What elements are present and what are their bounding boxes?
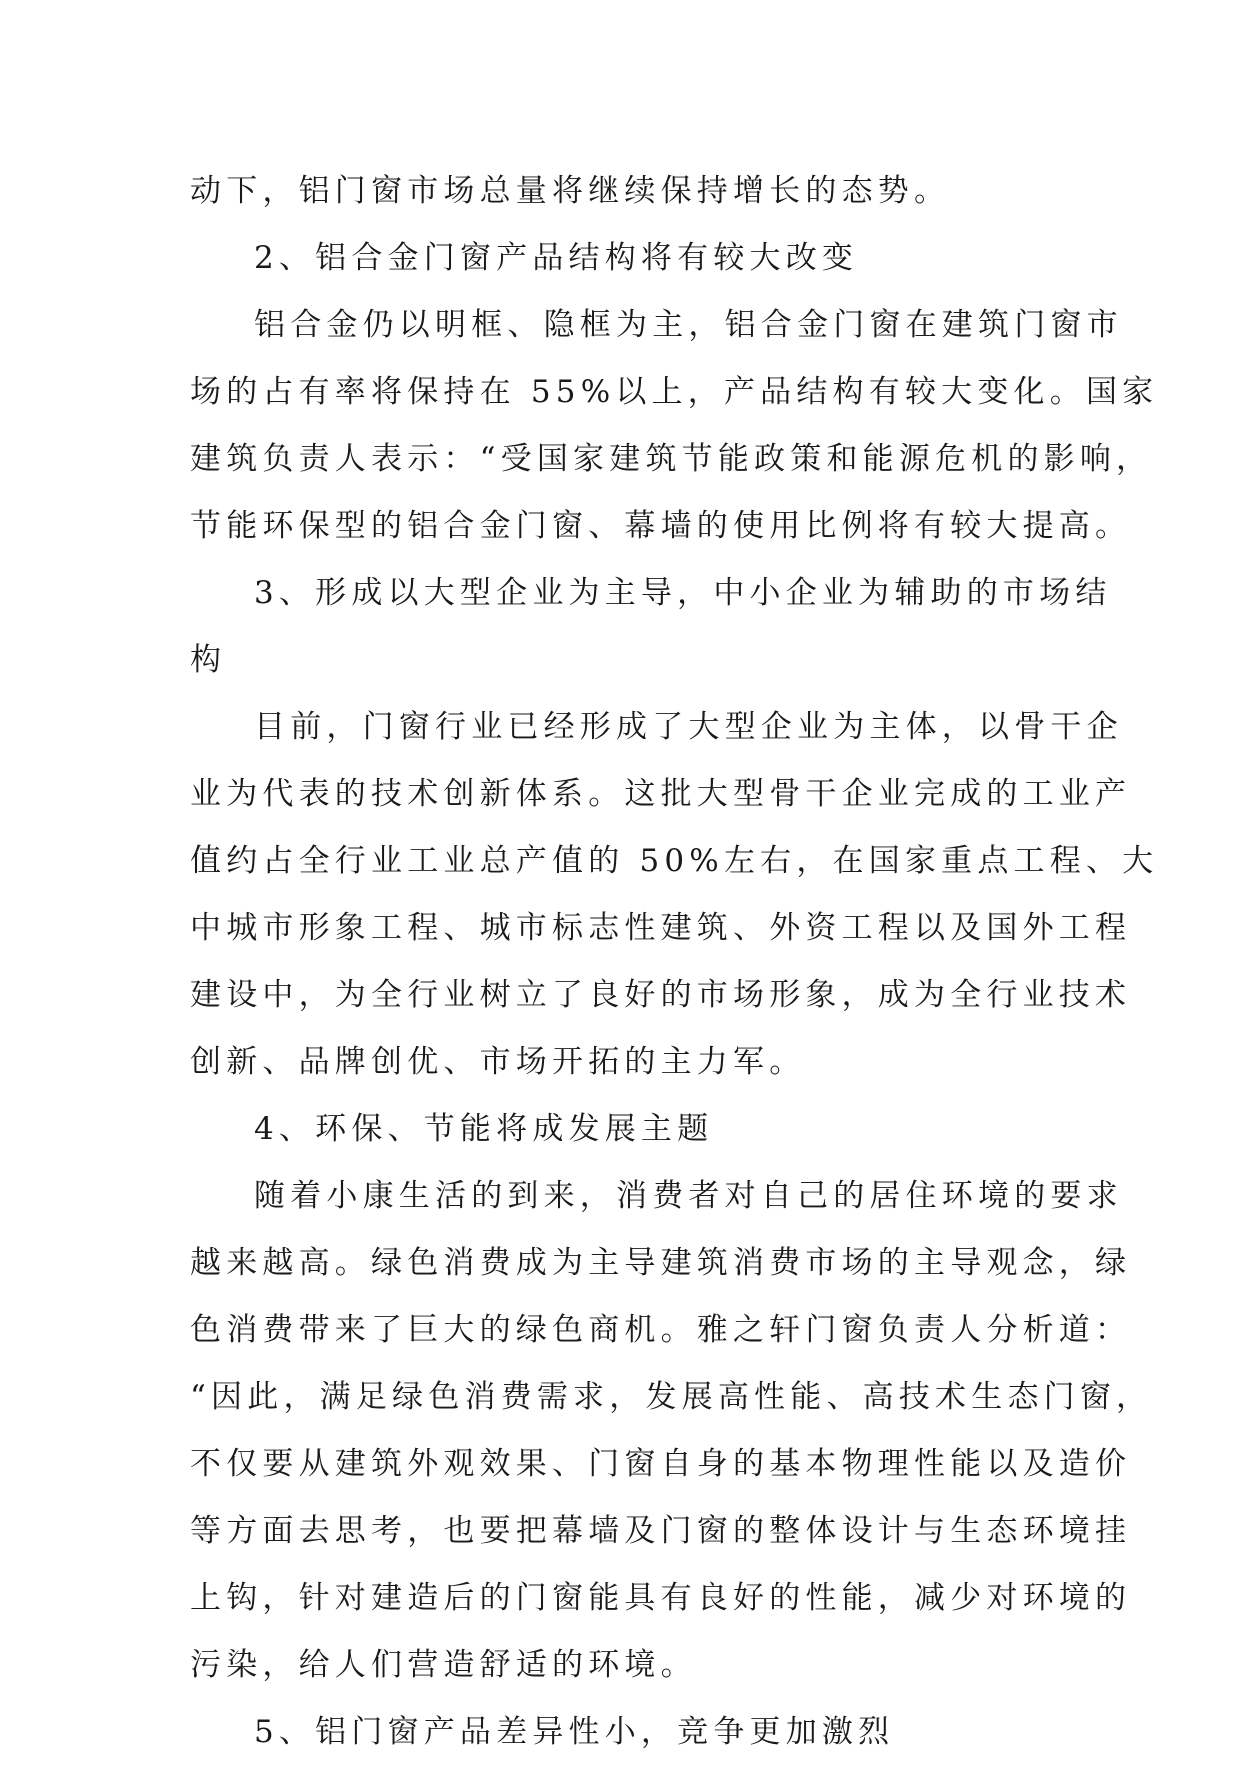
paragraph-line: 创新、品牌创优、市场开拓的主力军。 xyxy=(190,1044,806,1080)
paragraph-line: 值约占全行业工业总产值的 50%左右，在国家重点工程、大 xyxy=(190,843,1159,879)
section-heading: 3、形成以大型企业为主导，中小企业为辅助的市场结 xyxy=(254,575,1112,611)
section-heading: 4、环保、节能将成发展主题 xyxy=(254,1111,714,1147)
paragraph-line: 上钩，针对建造后的门窗能具有良好的性能，减少对环境的 xyxy=(190,1580,1132,1616)
paragraph-line: 不仅要从建筑外观效果、门窗自身的基本物理性能以及造价 xyxy=(190,1446,1132,1482)
section-heading: 5、铝门窗产品差异性小，竞争更加激烈 xyxy=(254,1714,895,1750)
paragraph-line: 建设中，为全行业树立了良好的市场形象，成为全行业技术 xyxy=(190,977,1132,1013)
paragraph-line: 越来越高。绿色消费成为主导建筑消费市场的主导观念，绿 xyxy=(190,1245,1132,1281)
paragraph-line: 业为代表的技术创新体系。这批大型骨干企业完成的工业产 xyxy=(190,776,1132,812)
section-heading-continued: 构 xyxy=(190,642,227,678)
paragraph-line: 节能环保型的铝合金门窗、幕墙的使用比例将有较大提高。 xyxy=(190,508,1132,544)
paragraph-line: 目前，门窗行业已经形成了大型企业为主体，以骨干企 xyxy=(254,709,1123,745)
paragraph-line: 建筑负责人表示：“受国家建筑节能政策和能源危机的影响， xyxy=(190,441,1153,477)
body-text xyxy=(190,158,1159,1766)
section-heading: 2、铝合金门窗产品结构将有较大改变 xyxy=(254,240,859,276)
paragraph-line: 场的占有率将保持在 55%以上，产品结构有较大变化。国家 xyxy=(190,374,1159,410)
paragraph-line: 等方面去思考，也要把幕墙及门窗的整体设计与生态环境挂 xyxy=(190,1513,1132,1549)
paragraph-line: 色消费带来了巨大的绿色商机。雅之轩门窗负责人分析道： xyxy=(190,1312,1132,1348)
paragraph-line: 随着小康生活的到来，消费者对自己的居住环境的要求 xyxy=(254,1178,1123,1214)
paragraph-line: 铝合金仍以明框、隐框为主，铝合金门窗在建筑门窗市 xyxy=(254,307,1123,343)
paragraph-line: 中城市形象工程、城市标志性建筑、外资工程以及国外工程 xyxy=(190,910,1132,946)
paragraph-line: “因此，满足绿色消费需求，发展高性能、高技术生态门窗， xyxy=(190,1379,1153,1415)
paragraph-line: 动下，铝门窗市场总量将继续保持增长的态势。 xyxy=(190,173,951,209)
paragraph-line: 污染，给人们营造舒适的环境。 xyxy=(190,1647,697,1683)
